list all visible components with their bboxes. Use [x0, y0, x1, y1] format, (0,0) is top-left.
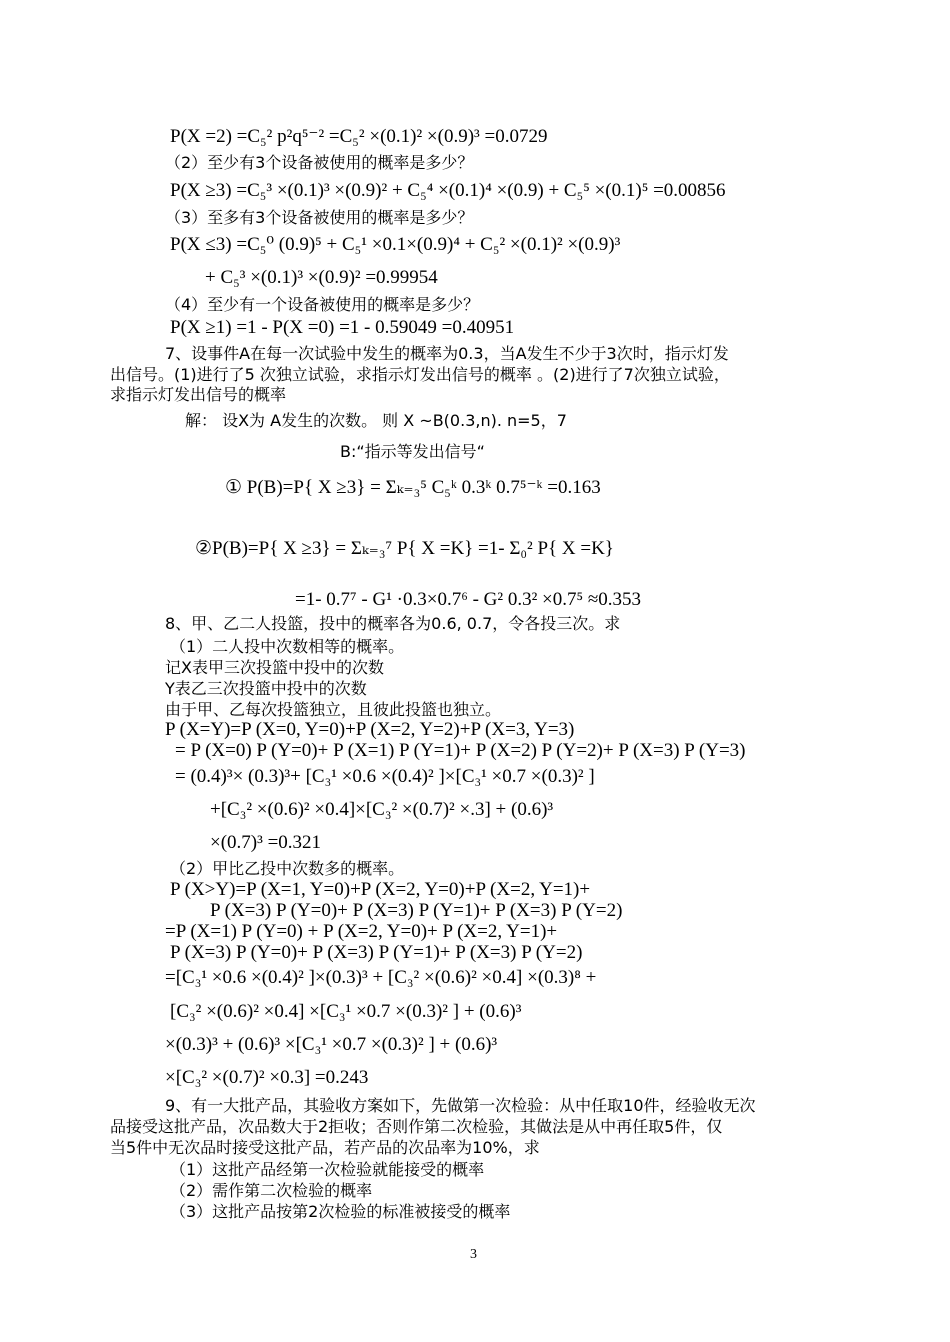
formula-line: ×(0.3)³ + (0.6)³ ×[C₃¹ ×0.7 ×(0.3)² ] + (0.6)³	[165, 1034, 498, 1055]
page-number: 3	[470, 1247, 477, 1262]
text-line: Y表乙三次投篮中投中的次数	[165, 679, 367, 698]
formula-line: =[C₃¹ ×0.6 ×(0.4)² ]×(0.3)³ + [C₃² ×(0.6)² ×0.4] ×(0.3)⁸ +	[165, 967, 597, 988]
text-line: （3）这批产品按第2次检验的标准被接受的概率	[170, 1202, 511, 1221]
formula-line: =1- 0.7⁷ - G¹ ·0.3×0.7⁶ - G² 0.3² ×0.7⁵ ≈0.353	[295, 589, 642, 610]
formula-line: P (X=3) P (Y=0)+ P (X=3) P (Y=1)+ P (X=3) P (Y=2)	[170, 942, 583, 963]
text-line: B:“指示等发出信号“	[340, 442, 485, 461]
text-line: （1）二人投中次数相等的概率。	[170, 637, 405, 656]
formula-line: +[C₃² ×(0.6)² ×0.4]×[C₃² ×(0.7)² ×.3] + (0.6)³	[210, 799, 554, 820]
formula-line: [C₃² ×(0.6)² ×0.4] ×[C₃¹ ×0.7 ×(0.3)² ] + (0.6)³	[170, 1001, 522, 1022]
text-line: （2）甲比乙投中次数多的概率。	[170, 859, 405, 878]
formula-line: P(X ≥3) =C₅³ ×(0.1)³ ×(0.9)² + C₅⁴ ×(0.1)⁴ ×(0.9) + C₅⁵ ×(0.1)⁵ =0.00856	[170, 180, 726, 201]
text-line: （2）需作第二次检验的概率	[170, 1181, 373, 1200]
text-line: （2）至少有3个设备被使用的概率是多少？	[165, 153, 474, 172]
text-line: 记X表甲三次投篮中投中的次数	[165, 658, 384, 677]
formula-line: = P (X=0) P (Y=0)+ P (X=1) P (Y=1)+ P (X=2) P (Y=2)+ P (X=3) P (Y=3)	[175, 740, 746, 761]
formula-line: P(X ≥1) =1 - P(X =0) =1 - 0.59049 =0.40951	[170, 317, 515, 338]
formula-line: P(X ≤3) =C₅⁰ (0.9)⁵ + C₅¹ ×0.1×(0.9)⁴ + C₅² ×(0.1)² ×(0.9)³	[170, 234, 621, 255]
problem-9-heading: 9、有一大批产品，其验收方案如下，先做第一次检验：从中任取10件，经验收无次	[165, 1096, 756, 1115]
formula-line: P (X>Y)=P (X=1, Y=0)+P (X=2, Y=0)+P (X=2, Y=1)+	[170, 879, 591, 900]
formula-line: ×(0.7)³ =0.321	[210, 832, 322, 853]
text-line: （4）至少有一个设备被使用的概率是多少？	[165, 295, 480, 314]
formula-line: P (X=Y)=P (X=0, Y=0)+P (X=2, Y=2)+P (X=3, Y=3)	[165, 719, 575, 740]
text-line: 由于甲、乙每次投篮独立，且彼此投篮也独立。	[165, 700, 502, 719]
text-line: 当5件中无次品时接受这批产品，若产品的次品率为10%，求	[110, 1138, 540, 1157]
formula-line: = (0.4)³× (0.3)³+ [C₃¹ ×0.6 ×(0.4)² ]×[C₃¹ ×0.7 ×(0.3)² ]	[175, 766, 595, 787]
text-line: 求指示灯发出信号的概率	[110, 385, 287, 404]
formula-line: + C₅³ ×(0.1)³ ×(0.9)² =0.99954	[205, 267, 438, 288]
text-line: 解： 设X为 A发生的次数。 则 X ~B(0.3,n). n=5，7	[185, 411, 567, 430]
problem-7-heading: 7、设事件A在每一次试验中发生的概率为0.3，当A发生不少于3次时，指示灯发	[165, 344, 729, 363]
text-line: （3）至多有3个设备被使用的概率是多少？	[165, 208, 474, 227]
text-line: （1）这批产品经第一次检验就能接受的概率	[170, 1160, 485, 1179]
formula-line: P(X =2) =C₅² p²q⁵⁻² =C₅² ×(0.1)² ×(0.9)³ =0.0729	[170, 126, 548, 147]
formula-line: P (X=3) P (Y=0)+ P (X=3) P (Y=1)+ P (X=3) P (Y=2)	[210, 900, 623, 921]
formula-line: =P (X=1) P (Y=0) + P (X=2, Y=0)+ P (X=2, Y=1)+	[165, 921, 558, 942]
text-line: 出信号。(1)进行了5 次独立试验，求指示灯发出信号的概率 。(2)进行了7次独立试验，	[110, 365, 730, 384]
text-line: 品接受这批产品，次品数大于2拒收；否则作第二次检验，其做法是从中再任取5件，仅	[110, 1117, 723, 1136]
formula-line: ②P(B)=P{ X ≥3} = Σₖ₌₃⁷ P{ X =K} =1- Σ₀² P{ X =K}	[195, 538, 614, 559]
formula-line: ×[C₃² ×(0.7)² ×0.3] =0.243	[165, 1067, 369, 1088]
problem-8-heading: 8、甲、乙二人投篮，投中的概率各为0.6, 0.7，令各投三次。求	[165, 614, 621, 633]
formula-line: ① P(B)=P{ X ≥3} = Σₖ₌₃⁵ C₅ᵏ 0.3ᵏ 0.7⁵⁻ᵏ =0.163	[225, 477, 601, 498]
